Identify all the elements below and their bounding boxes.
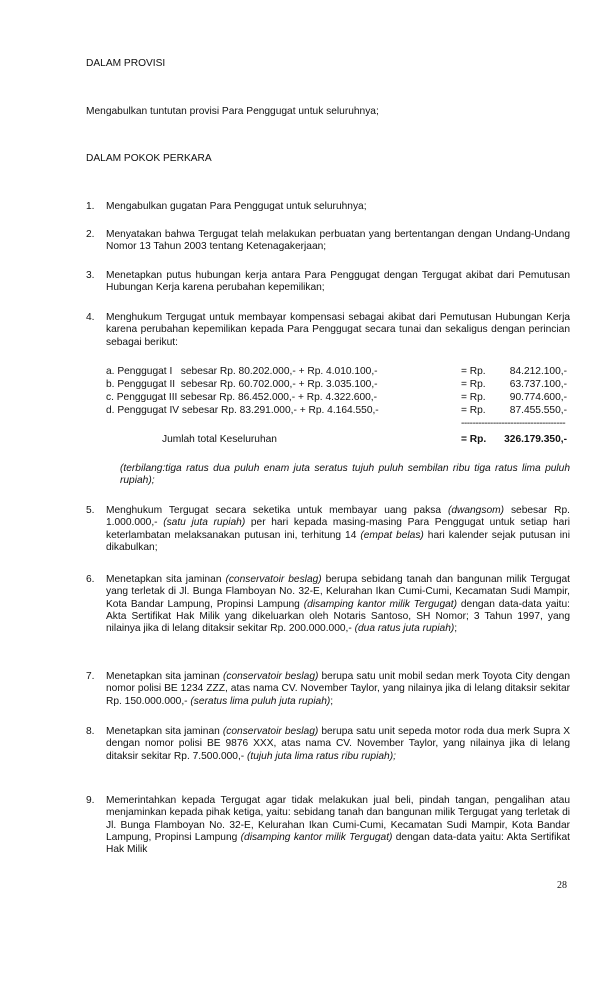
page-number: 28 xyxy=(557,880,567,891)
item-number: 9. xyxy=(86,795,95,806)
compensation-rp: = Rp. xyxy=(461,405,486,416)
compensation-label: a. Penggugat I sebesar Rp. 80.202.000,- + Rp. 4.010.100,- xyxy=(106,366,378,377)
compensation-amount: 87.455.550,- xyxy=(509,405,567,416)
item-text xyxy=(106,795,570,856)
provisi-text: Mengabulkan tuntutan provisi Para Penggugat untuk seluruhnya; xyxy=(86,106,379,117)
item-text-run: dengan data-data yaitu: Akta Sertifikat Hak Milik xyxy=(106,831,570,856)
item-text xyxy=(106,574,570,635)
item-text-italic: (empat belas) xyxy=(360,529,424,541)
item-number: 8. xyxy=(86,726,95,737)
item-text xyxy=(106,671,570,708)
item-text-italic: (dua ratus juta rupiah) xyxy=(354,623,455,635)
item-text xyxy=(106,505,570,554)
item-text-run: berupa sebidang tanah dan bangunan milik Tergugat yang terletak di Jl. Bunga Flamboyan No. 32-E, Kelurahan Ikan Cumi-Cumi, Kecamatan Sudi Mampir, Kota Bandar Lampung, Propinsi Lampung xyxy=(106,574,571,610)
item-text-run: hari kalender sejak putusan ini dikabulkan; xyxy=(106,529,570,553)
compensation-rp: = Rp. xyxy=(461,392,486,403)
item-text-italic: (satu juta rupiah) xyxy=(163,517,246,529)
item-text-run: per hari kepada masing-masing Para Penggugat untuk setiap hari keterlambatan melaksanakan putusan ini, terhitung 14 xyxy=(106,517,570,541)
item-text: Mengabulkan gugatan Para Penggugat untuk seluruhnya; xyxy=(106,201,367,212)
item-number: 5. xyxy=(86,505,95,516)
item-text-run: sebesar Rp. 1.000.000,- xyxy=(106,505,570,529)
item-number: 6. xyxy=(86,574,95,585)
item-text: Menghukum Tergugat untuk membayar kompensasi sebagai akibat dari Pemutusan Hubungan Kerja karena perubahan kepemilikan kepada Para Penggugat secara tunai dan sekaligus dengan perincian sebagai berikut: xyxy=(106,312,570,348)
compensation-rp: = Rp. xyxy=(461,379,486,390)
compensation-amount: 90.774.600,- xyxy=(509,392,567,403)
item-text-run: Menghukum Tergugat secara seketika untuk membayar uang paksa xyxy=(106,505,448,516)
item-text-italic: (disamping kantor milik Tergugat) xyxy=(240,831,393,843)
item-text-italic: (conservatoir beslag) xyxy=(222,726,319,737)
compensation-rp: = Rp. xyxy=(461,366,486,377)
item-text-italic: (seratus lima puluh juta rupiah) xyxy=(190,695,331,707)
item-text: Menyatakan bahwa Tergugat telah melakukan perbuatan yang bertentangan dengan Undang-Undang Nomor 13 Tahun 2003 tentang Ketenagakerjaan; xyxy=(106,229,570,253)
item-number: 4. xyxy=(86,312,95,323)
item-text-run: berupa satu unit sepeda motor roda dua merk Supra X dengan nomor polisi BE 9876 XXX, atas nama CV. November Taylor, yang nilainya jika di lelang ditaksir sekitar Rp. 7.500.000,- xyxy=(106,726,571,762)
item-text-run: ; xyxy=(454,623,458,635)
heading-dalam-provisi: DALAM PROVISI xyxy=(86,58,166,69)
item-text: Menetapkan putus hubungan kerja antara Para Penggugat dengan Tergugat akibat dari Pemutusan Hubungan Kerja karena perubahan kepemilikan; xyxy=(106,270,570,294)
compensation-label: c. Penggugat III sebesar Rp. 86.452.000,- + Rp. 4.322.600,- xyxy=(106,392,377,403)
item-text-italic: (tujuh juta lima ratus ribu rupiah); xyxy=(247,750,396,762)
total-label: Jumlah total Keseluruhan xyxy=(162,434,277,445)
item-number: 7. xyxy=(86,671,95,682)
item-text-italic: (disamping kantor milik Tergugat) xyxy=(303,598,458,610)
item-text-italic: (dwangsom) xyxy=(447,505,504,516)
item-number: 1. xyxy=(86,201,95,212)
item-number: 3. xyxy=(86,270,95,281)
item-text-run: berupa satu unit mobil sedan merk Toyota City dengan nomor polisi BE 1234 ZZZ, atas nama CV. November Taylor, yang nilainya jika di lelang ditaksir sekitar Rp. 150.000.000,- xyxy=(106,671,570,707)
total-rp: = Rp. xyxy=(461,434,487,445)
heading-dalam-pokok-perkara: DALAM POKOK PERKARA xyxy=(86,153,212,164)
item-text-run: ; xyxy=(330,695,334,707)
item-text-italic: (conservatoir beslag) xyxy=(222,671,319,682)
compensation-amount: 63.737.100,- xyxy=(509,379,567,390)
item-text-italic: (conservatoir beslag) xyxy=(225,574,322,585)
compensation-label: b. Penggugat II sebesar Rp. 60.702.000,- + Rp. 3.035.100,- xyxy=(106,379,378,390)
item-text xyxy=(106,726,570,763)
item-text-run: Memerintahkan kepada Tergugat agar tidak melakukan jual beli, pindah tangan, pengalihan atau menjaminkan kepada pihak ketiga, yaitu: sebidang tanah dan bangunan milik Tergugat yang terletak di Jl. Bunga Flamboyan No. 32-E, Kelurahan Ikan Cumi-Cumi, Kecamatan Sudi Mampir, Kota Bandar Lampung, Propinsi Lampung xyxy=(106,795,570,843)
compensation-label: d. Penggugat IV sebesar Rp. 83.291.000,- + Rp. 4.164.550,- xyxy=(106,405,379,416)
item-text-run: Menetapkan sita jaminan xyxy=(106,574,226,585)
item-text-run: Menetapkan sita jaminan xyxy=(106,671,223,682)
item-text-run: dengan data-data yaitu: Akta Sertifikat Hak Milik yang dikeluarkan oleh Notaris Santoso, SH Nomor; 3 Tahun 1997, yang nilainya jika di lelang ditaksir sekitar Rp. 200.000.000,- xyxy=(106,598,570,635)
total-amount: 326.179.350,- xyxy=(504,434,567,445)
item-number: 2. xyxy=(86,229,95,240)
total-separator: ------------------------------------ xyxy=(461,418,566,429)
compensation-amount: 84.212.100,- xyxy=(509,366,567,377)
item-text-run: Menetapkan sita jaminan xyxy=(106,726,223,737)
terbilang-text: (terbilang:tiga ratus dua puluh enam juta seratus tujuh puluh sembilan ribu tiga ratus lima puluh rupiah); xyxy=(120,463,570,487)
